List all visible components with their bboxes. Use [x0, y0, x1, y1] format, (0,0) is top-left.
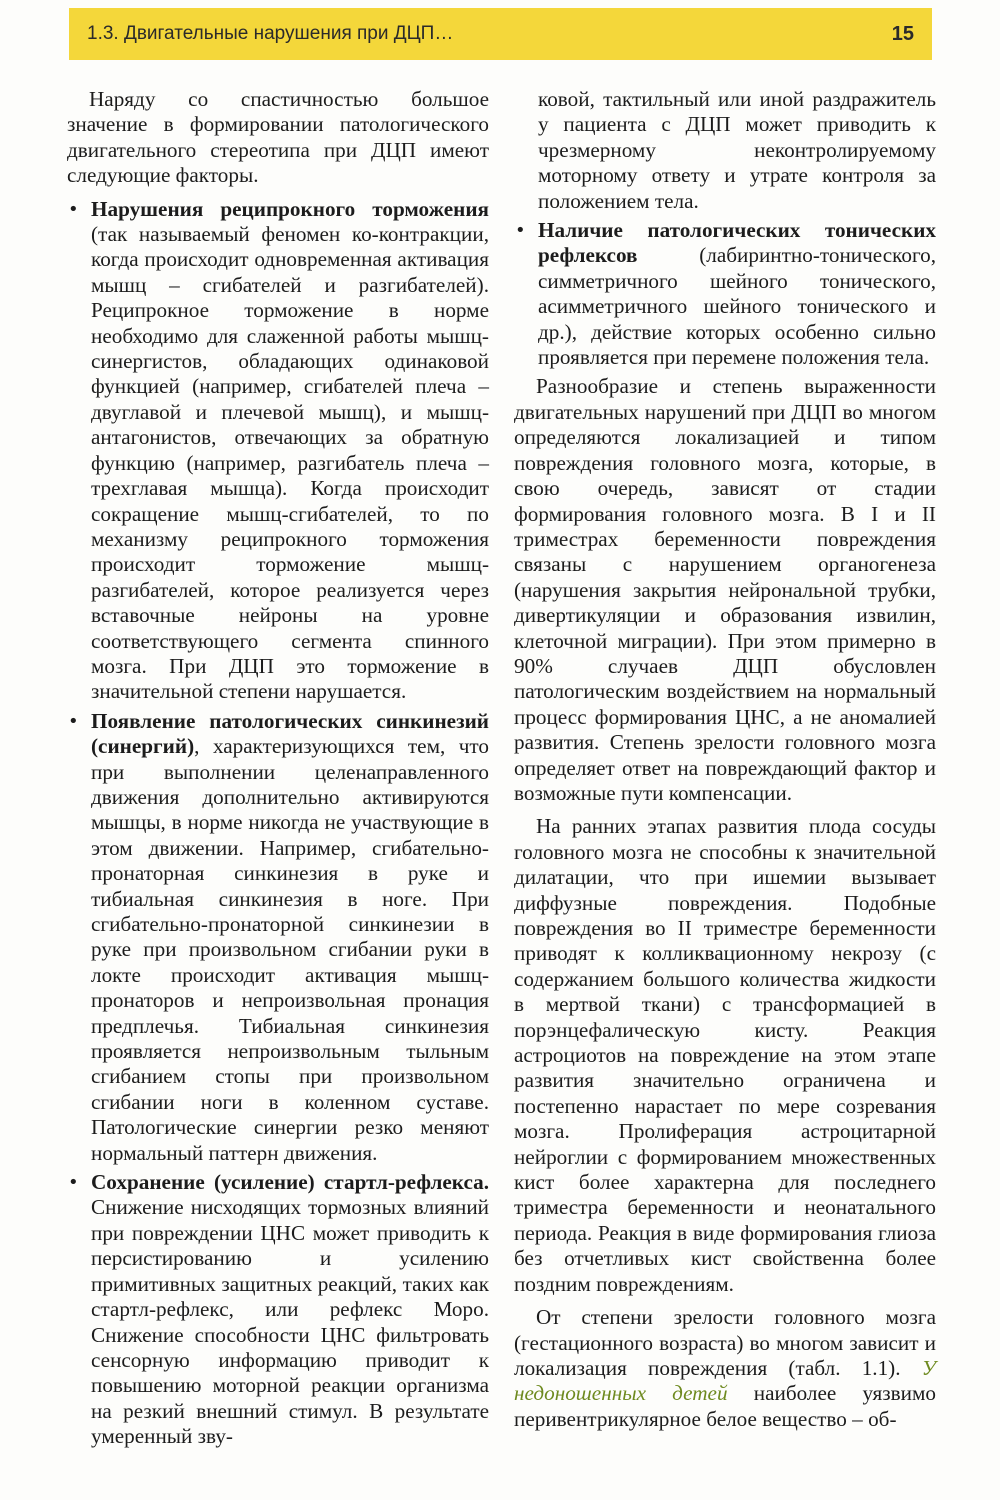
left-column [67, 87, 489, 1454]
bullet-text: , характеризующихся тем, что при выполнении целенаправленного движения дополнительно активируются мышцы, в норме никогда не участвующие в этом движении. Например, сгибательно-пронаторная синкинезия в руке и тибиальная синкинезия в ноге. При сгибательно-пронаторной синкинезии в руке при произвольном сгибании руки в локте происходит активация мышц-пронаторов и непроизвольная пронация предплечья. Тибиальная синкинезия проявляется непроизвольным тыльным сгибанием стопы при произвольном сгибании ноги в коленном суставе. Патологические синергии резко меняют нормальный паттерн движения. [91, 734, 489, 1165]
bullet-text: ковой, тактильный или иной раздражитель у пациента с ДЦП может приводить к чрезмерному неконтролируемому моторному ответу и утрате контроля за положением тела. [538, 87, 936, 213]
bullet-icon: • [515, 220, 526, 242]
bullet-icon: • [68, 198, 79, 220]
running-header [69, 8, 932, 60]
list-item [67, 197, 489, 705]
page-number: 15 [891, 22, 914, 45]
bullet-text: (так называемый феномен ко-контракции, когда происходит одновременная активация мышц – сгибателей и разгибателей). Реципрокное торможение в норме необходимо для слаженной работы мышц-синергистов, обладающих одинаковой функцией (например, сгибателей плеча – двуглавой и плечевой мышц), и мышц-антагонистов, отвечающих за обратную функцию (например, разгибатель плеча – трехглавая мышца). Когда происходит сокращение мышц-сгибателей, то по механизму реципрокного торможения происходит торможение мышц-разгибателей, которое реализуется через вставочные нейроны на уровне соответствующего сегмента спинного мозга. При ДЦП это торможение в значительной степени нарушается. [91, 222, 489, 704]
right-column [514, 87, 936, 1432]
bullet-icon: • [68, 710, 79, 732]
body-paragraph: Разнообразие и степень выраженности двигательных нарушений при ДЦП во многом определяются локализацией и типом повреждения головного мозга, которые, в свою очередь, зависят от стадии формирования головного мозга. В I и II триместрах беременности повреждения связаны с нарушением органогенеза (нарушения закрытия нейрональной трубки, дивертикуляции и образования извилин, клеточной миграции). При этом примерно в 90% случаев ДЦП обусловлен патологическим воздействием на нормальный процесс формирования ЦНС, а не аномалией развития. Степень зрелости головного мозга определяет ответ на повреждающий фактор и возможные пути компенсации. [514, 374, 936, 805]
bullet-term: Сохранение (усиление) стартл-рефлекса. [91, 1170, 489, 1195]
list-item-continuation [514, 87, 936, 214]
paragraph-text: От степени зрелости головного мозга (гестационного возраста) во многом зависит и локализация повреждения (табл. 1.1). [514, 1305, 936, 1380]
body-paragraph: На ранних этапах развития плода сосуды головного мозга не способны к значительной дилатации, что при ишемии вызывает диффузные повреждения. Подобные повреждения во II триместре беременности приводят к колликвационному некрозу (с содержанием большого количества жидкости в мертвой ткани) с трансформацией в порэнцефалическую кисту. Реакция астроциотов на повреждение на этом этапе развития значительно ограничена и постепенно нарастает по мере созревания мозга. Пролиферация астроцитарной нейроглии с формированием множественных кист более характерна для последнего триместра беременности и неонатального периода. Реакция в виде формирования глиоза без отчетливых кист свойственна более поздним повреждениям. [514, 814, 936, 1296]
bullet-icon: • [68, 1172, 79, 1194]
list-item [514, 218, 936, 370]
list-item [67, 709, 489, 1166]
list-item [67, 1170, 489, 1449]
intro-paragraph: Наряду со спастичностью большое значение в формировании патологического двигательного стереотипа при ДЦП имеют следующие факторы. [67, 87, 489, 188]
bullet-text: (лабиринтно-тонического, симметричного шейного тонического, асимметричного шейного тонического и др.), действие которых особенно сильно проявляется при перемене положения тела. [538, 243, 936, 370]
paragraph-text: наиболее уязвимо перивентрикулярное белое вещество – об- [514, 1381, 936, 1431]
bullet-text: Снижение нисходящих тормозных влияний при повреждении ЦНС может приводить к персистированию и усилению примитивных защитных реакций, таких как стартл-рефлекс, или рефлекс Моро. Снижение способности ЦНС фильтровать сенсорную информацию приводит к повышению моторной реакции организма на резкий внешний стимул. В результате умеренный зву- [91, 1195, 489, 1449]
bullet-term: Появление патологических синкинезий (синергий) [91, 708, 489, 759]
bullet-term: Наличие патологических тонических рефлексов [538, 218, 936, 268]
bullet-term: Нарушения реципрокного торможения [91, 196, 489, 221]
running-title: 1.3. Двигательные нарушения при ДЦП… [87, 23, 454, 44]
highlighted-term: У недоношенных детей [514, 1355, 936, 1406]
body-paragraph [514, 1305, 936, 1432]
